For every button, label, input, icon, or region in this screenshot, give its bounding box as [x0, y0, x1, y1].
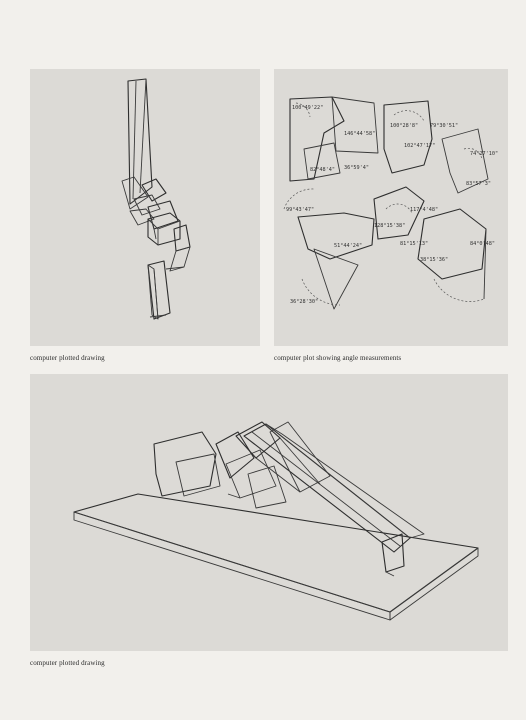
angle-label: 100°28'8": [390, 123, 419, 129]
bottom-plate: [30, 374, 508, 651]
angle-label: 51°44'24": [334, 243, 363, 249]
caption-top-right: computer plot showing angle measurements: [274, 354, 402, 362]
angle-label: 84°0'48": [470, 241, 495, 247]
top-right-plate: [274, 69, 508, 346]
angle-label: 83°57'3": [466, 181, 491, 187]
caption-top-left: computer plotted drawing: [30, 354, 105, 362]
angle-label: 38°15'36": [420, 257, 449, 263]
angle-measurement-plot: [274, 69, 508, 346]
angle-label: 146°44'58": [344, 131, 376, 137]
top-left-plate: [30, 69, 260, 346]
horizontal-sculpture-drawing: [30, 374, 508, 651]
angle-label: 100°49'22": [292, 105, 324, 111]
angle-label: 81°15'13": [400, 241, 429, 247]
caption-bottom: computer plotted drawing: [30, 659, 105, 667]
angle-label: 79°30'51": [430, 123, 459, 129]
angle-label: 82°48'4": [310, 167, 335, 173]
angle-label: 36°28'30": [290, 299, 319, 305]
vertical-sculpture-drawing: [30, 69, 260, 346]
angle-label: 99°43'47": [286, 207, 315, 213]
angle-label: 36°59'4": [344, 165, 369, 171]
angle-label: 117°4'48": [410, 207, 439, 213]
angle-label: 128°15'38": [374, 223, 406, 229]
angle-label: 74°27'10": [470, 151, 499, 157]
angle-label: 102°47'17": [404, 143, 436, 149]
